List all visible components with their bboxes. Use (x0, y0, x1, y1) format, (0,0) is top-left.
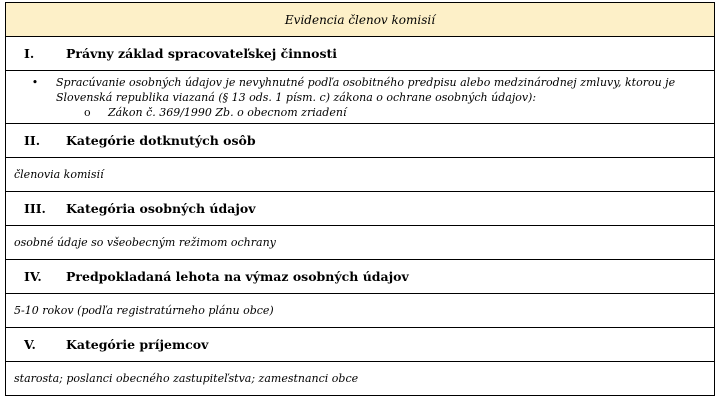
bullet-circle-icon: o (84, 106, 91, 119)
list-item (14, 75, 706, 105)
section-numeral: IV. (24, 269, 42, 284)
section-numeral: V. (24, 337, 36, 352)
sub-list-item-text: Zákon č. 369/1990 Zb. o obecnom zriadení (108, 106, 347, 119)
section-body-data-subjects: členovia komisií (6, 158, 715, 192)
sub-list-item (84, 105, 706, 120)
section-heading-data-subjects (6, 124, 715, 158)
records-table (5, 2, 715, 396)
section-numeral: II. (24, 133, 41, 148)
section-title: Predpokladaná lehota na výmaz osobných údajov (66, 269, 409, 284)
section-numeral: I. (24, 46, 35, 61)
section-heading-legal-basis (6, 37, 715, 71)
section-title: Právny základ spracovateľskej činnosti (66, 46, 338, 61)
section-body-retention: 5-10 rokov (podľa registratúrneho plánu obce) (6, 294, 715, 328)
bullet-disc-icon: • (31, 76, 39, 89)
section-title: Kategórie dotknutých osôb (66, 133, 256, 148)
section-body-data-category: osobné údaje so všeobecným režimom ochrany (6, 226, 715, 260)
section-heading-retention (6, 260, 715, 294)
list-item-text: Spracúvanie osobných údajov je nevyhnutné podľa osobitného predpisu alebo medzinárodnej zmluvy, ktorou je Slovenská republika viazaná (§ 13 ods. 1 písm. c) zákona o ochrane osobných údajov): (56, 76, 676, 104)
section-heading-data-category (6, 192, 715, 226)
section-numeral: III. (24, 201, 46, 216)
section-heading-recipients (6, 328, 715, 362)
section-body-recipients: starosta; poslanci obecného zastupiteľstva; zamestnanci obce (6, 362, 715, 396)
section-title: Kategórie príjemcov (66, 337, 209, 352)
document-title: Evidencia členov komisií (6, 3, 715, 37)
section-body-legal-basis (6, 71, 715, 124)
document-page (5, 2, 715, 396)
section-title: Kategória osobných údajov (66, 201, 256, 216)
